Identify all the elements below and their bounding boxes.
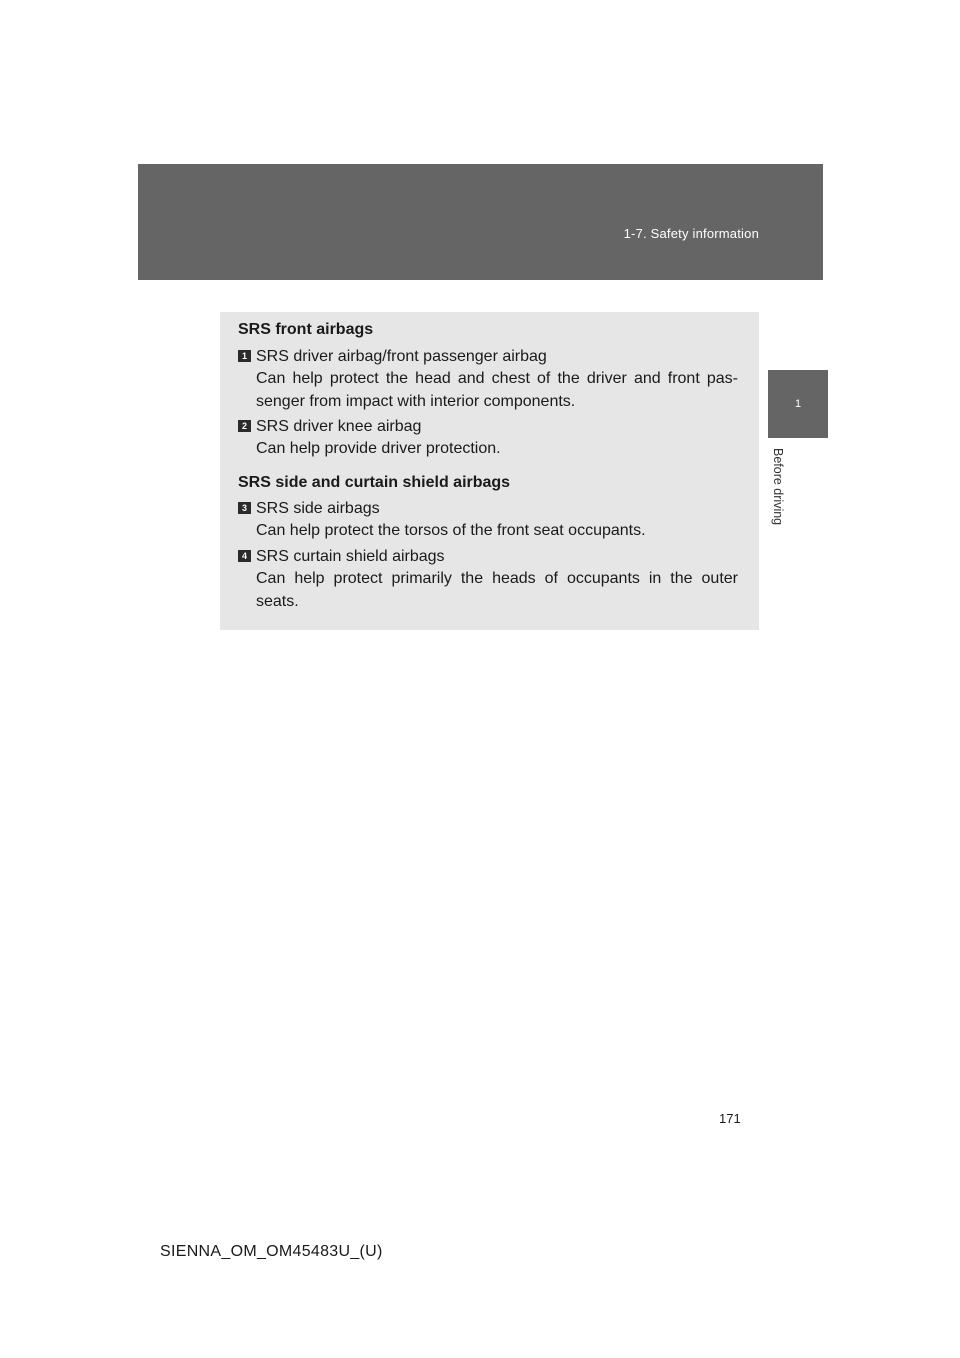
front-airbags-heading: SRS front airbags: [238, 321, 374, 338]
number-badge-1: 1: [238, 350, 251, 362]
number-badge-3: 3: [238, 502, 251, 514]
item-title: SRS driver airbag/front passenger airbag: [256, 348, 547, 365]
header-band: [138, 164, 823, 280]
list-item: [238, 416, 738, 461]
item-description: Can help protect the torsos of the front seat occupants.: [256, 522, 646, 539]
item-title: SRS side airbags: [256, 500, 380, 517]
section-title: 1-7. Safety information: [623, 226, 759, 241]
number-badge-4: 4: [238, 550, 251, 562]
item-description: Can help protect primarily the heads of occupants in the outer seats.: [256, 570, 738, 610]
airbag-info-box: [220, 312, 759, 630]
item-title: SRS curtain shield airbags: [256, 548, 445, 565]
number-badge-2: 2: [238, 420, 251, 432]
item-description: Can help protect the head and chest of the driver and front pas-senger from impact with interior components.: [256, 370, 738, 410]
chapter-tab: [768, 370, 828, 438]
item-title: SRS driver knee airbag: [256, 418, 422, 435]
chapter-number: 1: [794, 398, 802, 410]
page-number: 171: [719, 1111, 741, 1126]
list-item: [238, 346, 738, 413]
chapter-label: Before driving: [771, 448, 785, 526]
list-item: [238, 498, 738, 543]
list-item: [238, 546, 738, 613]
side-curtain-airbags-heading: SRS side and curtain shield airbags: [238, 474, 511, 491]
document-id: SIENNA_OM_OM45483U_(U): [160, 1243, 383, 1260]
item-description: Can help provide driver protection.: [256, 440, 501, 457]
